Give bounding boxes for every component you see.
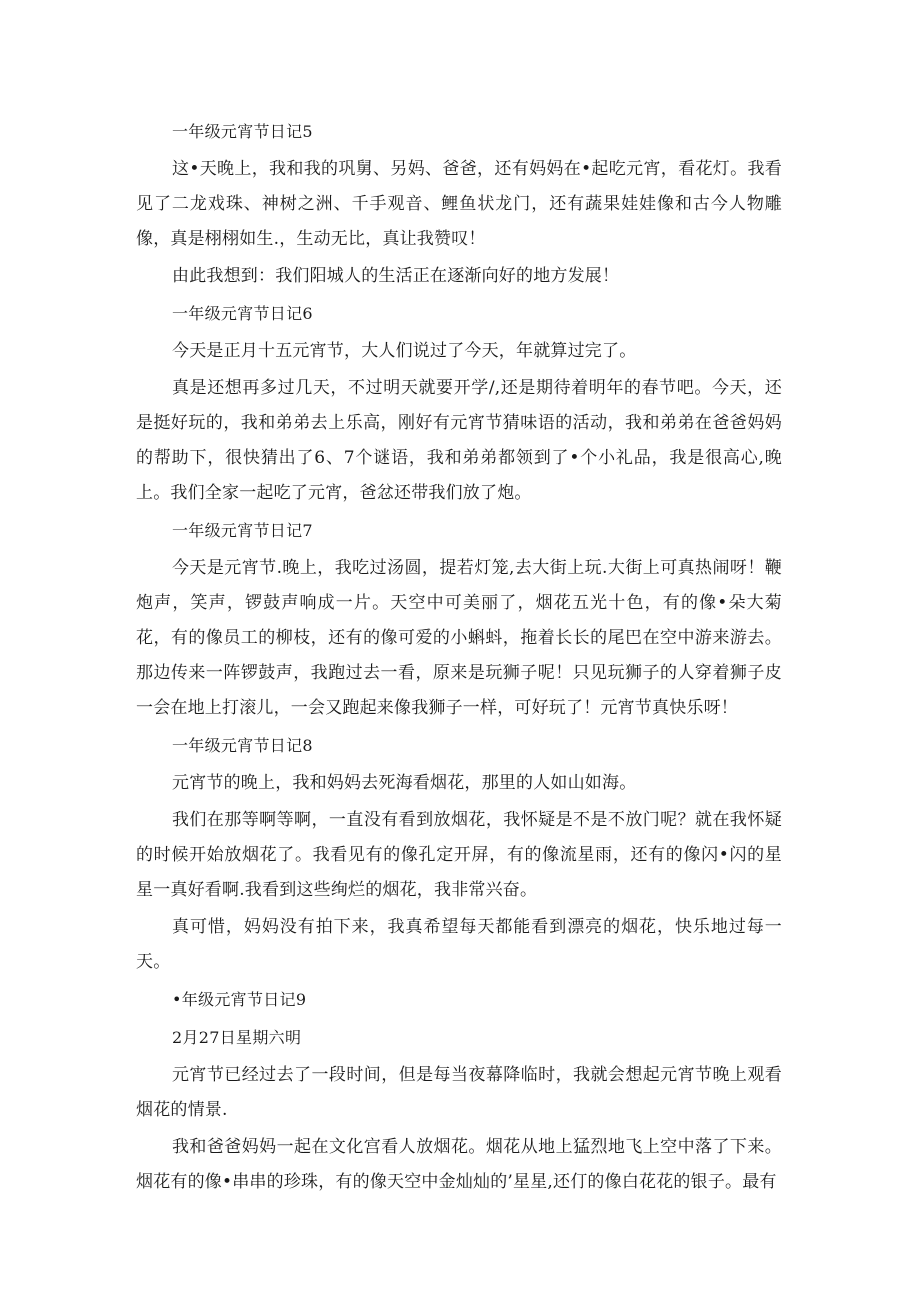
paragraph: 这•天晚上，我和我的巩舅、另妈、爸爸，还有妈妈在•起吃元宵，看花灯。我看见了二龙戏珠、神树之洲、千手观音、鲤鱼状龙门，还有蔬果娃娃像和古今人物雕像，真是栩栩如生.，生动无比，真让我赞叹！ — [136, 159, 782, 249]
date-line: 2月27日星期六明 — [172, 1028, 302, 1047]
paragraph: 真是还想再多过几天，不过明天就要开学/,还是期待着明年的春节吧。今天，还是挺好玩的，我和弟弟去上乐高，刚好有元宵节猜味语的活动，我和弟弟在爸爸妈妈的帮助下，很快猜出了6、7个谜语，我和弟弟都领到了•个小礼品，我是很高心,晚上。我们全家一起吃了元宵，爸忿还带我们放了炮。 — [136, 378, 782, 503]
document-body — [136, 122, 782, 1210]
section-heading: 一年级元宵节日记8 — [172, 736, 313, 755]
section-heading: 一年级元宵节日记6 — [172, 304, 313, 323]
paragraph: 由此我想到：我们阳城人的生活正在逐渐向好的地方发展！ — [172, 266, 620, 286]
paragraph: 元宵节的晚上，我和妈妈去死海看烟花，那里的人如山如海。 — [172, 773, 637, 793]
paragraph: 真可惜，妈妈没有拍下来，我真希望每天都能看到漂亮的烟花，快乐地过每一天。 — [136, 917, 782, 972]
paragraph: 我们在那等啊等啊，一直没有看到放烟花，我怀疑是不是不放门呢？就在我怀疑的时候开始放烟花了。我看见有的像孔定开屏，有的像流星雨，还有的像闪•闪的星星一真好看啊.我看到这些绚烂的烟花，我非常兴奋。 — [136, 810, 782, 900]
section-heading: 一年级元宵节日记7 — [172, 521, 313, 540]
paragraph: 我和爸爸妈妈一起在文化宫看人放烟花。烟花从地上猛烈地飞上空中落了下来。烟花有的像•串串的珍珠，有的像天空中金灿灿的’星星,还仃的像白花花的银子。最有 — [136, 1137, 782, 1192]
section-heading: 一年级元宵节日记5 — [172, 122, 313, 141]
paragraph: 今天是元宵节.晚上，我吃过汤圆，提若灯笼,去大街上玩.大街上可真热闹呀！鞭炮声，笑声，锣鼓声响成一片。天空中可美丽了，烟花五光十色，有的像•朵大菊花，有的像员工的柳枝，还有的像可爱的小蝌蚪，拖着长长的尾巴在空中游来游去。那边传来一阵锣鼓声，我跑过去一看，原来是玩狮子呢！只见玩狮子的人穿着狮子皮一会在地上打滚儿，一会又跑起来像我狮子一样，可好玩了！元宵节真快乐呀！ — [136, 558, 782, 718]
section-heading: •年级元宵节日记9 — [172, 990, 307, 1009]
paragraph: 今天是正月十五元宵节，大人们说过了今天，年就算过完了。 — [172, 341, 637, 361]
paragraph: 元宵节已经过去了一段时间，但是每当夜幕降临时，我就会想起元宵节晚上观看烟花的情景. — [136, 1065, 782, 1120]
